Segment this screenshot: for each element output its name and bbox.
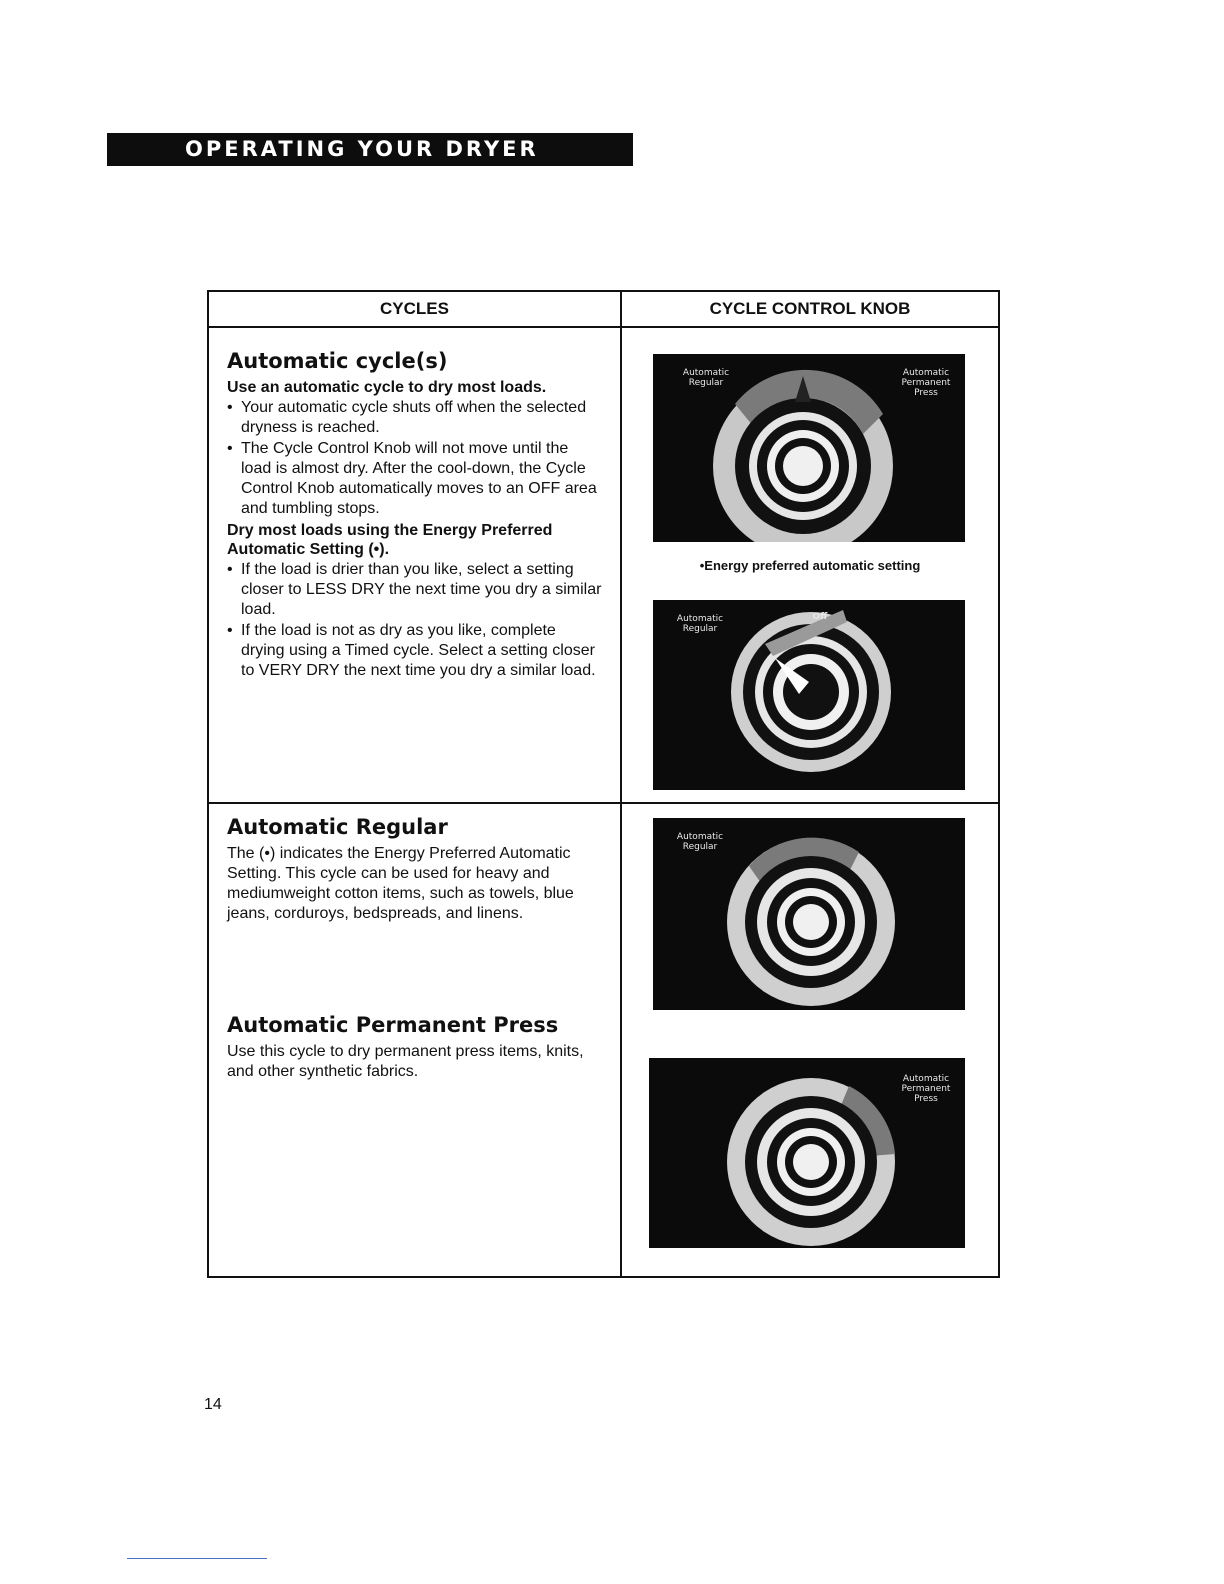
- knob-label-off: Off: [812, 612, 828, 622]
- page-number: 14: [204, 1396, 222, 1413]
- knob-photo-automatic: [653, 354, 965, 542]
- bullet-item: • Your automatic cycle shuts off when the selected dryness is reached.: [227, 398, 602, 438]
- bullet-item: • The Cycle Control Knob will not move until the load is almost dry. After the cool-down, the Cycle Control Knob automatically moves to an OFF area and tumbling stops.: [227, 439, 602, 519]
- knob-label: Automatic: [902, 368, 950, 378]
- automatic-cycles-title: Automatic cycle(s): [227, 349, 448, 373]
- cycles-table: [207, 290, 1000, 1278]
- knob-label: Permanent: [901, 378, 951, 388]
- knob-label: Regular: [682, 624, 718, 634]
- knob-cell-automatic: [621, 327, 999, 803]
- bullet-item: • If the load is not as dry as you like, complete drying using a Timed cycle. Select a setting closer to VERY DRY the next time you dry a similar load.: [227, 621, 602, 681]
- automatic-permanent-press-title: Automatic Permanent Press: [227, 1013, 559, 1037]
- knob-label: Regular: [682, 842, 718, 852]
- automatic-permanent-press-description: Use this cycle to dry permanent press items, knits, and other synthetic fabrics.: [227, 1043, 584, 1080]
- automatic-cycles-subheading: Use an automatic cycle to dry most loads.: [227, 379, 547, 396]
- automatic-regular-description: The (•) indicates the Energy Preferred Automatic Setting. This cycle can be used for heavy and mediumweight cotton items, such as towels, blue jeans, corduroys, bedspreads, and linens.: [227, 845, 574, 922]
- knob-label: Automatic: [902, 1074, 950, 1084]
- knob-label: Regular: [688, 378, 724, 388]
- knob-label: Automatic: [676, 614, 724, 624]
- knob-photo-regular: [653, 818, 965, 1010]
- knob-label: Automatic: [676, 832, 724, 842]
- column-header-knob: CYCLE CONTROL KNOB: [621, 291, 999, 327]
- bullet-item: • If the load is drier than you like, select a setting closer to LESS DRY the next time you dry a similar load.: [227, 560, 602, 620]
- energy-setting-caption: •Energy preferred automatic setting: [699, 558, 921, 573]
- energy-setting-subheading: Dry most loads using the Energy Preferred Automatic Setting (•).: [227, 522, 553, 558]
- automatic-regular-cell: [208, 803, 621, 1277]
- knob-label: Press: [914, 1094, 938, 1104]
- column-header-cycles: CYCLES: [208, 291, 621, 327]
- automatic-cycles-cell: [208, 327, 621, 803]
- section-header: OPERATING YOUR DRYER: [107, 133, 633, 166]
- knob-label: Permanent: [901, 1084, 951, 1094]
- knob-photo-permanent-press: [649, 1058, 965, 1248]
- knob-label: Press: [914, 388, 938, 398]
- knob-photo-energy-setting: [653, 600, 965, 790]
- knob-cell-regular-pp: [621, 803, 999, 1277]
- automatic-regular-title: Automatic Regular: [227, 815, 448, 839]
- footer-rule: [127, 1558, 267, 1559]
- knob-label: Automatic: [682, 368, 730, 378]
